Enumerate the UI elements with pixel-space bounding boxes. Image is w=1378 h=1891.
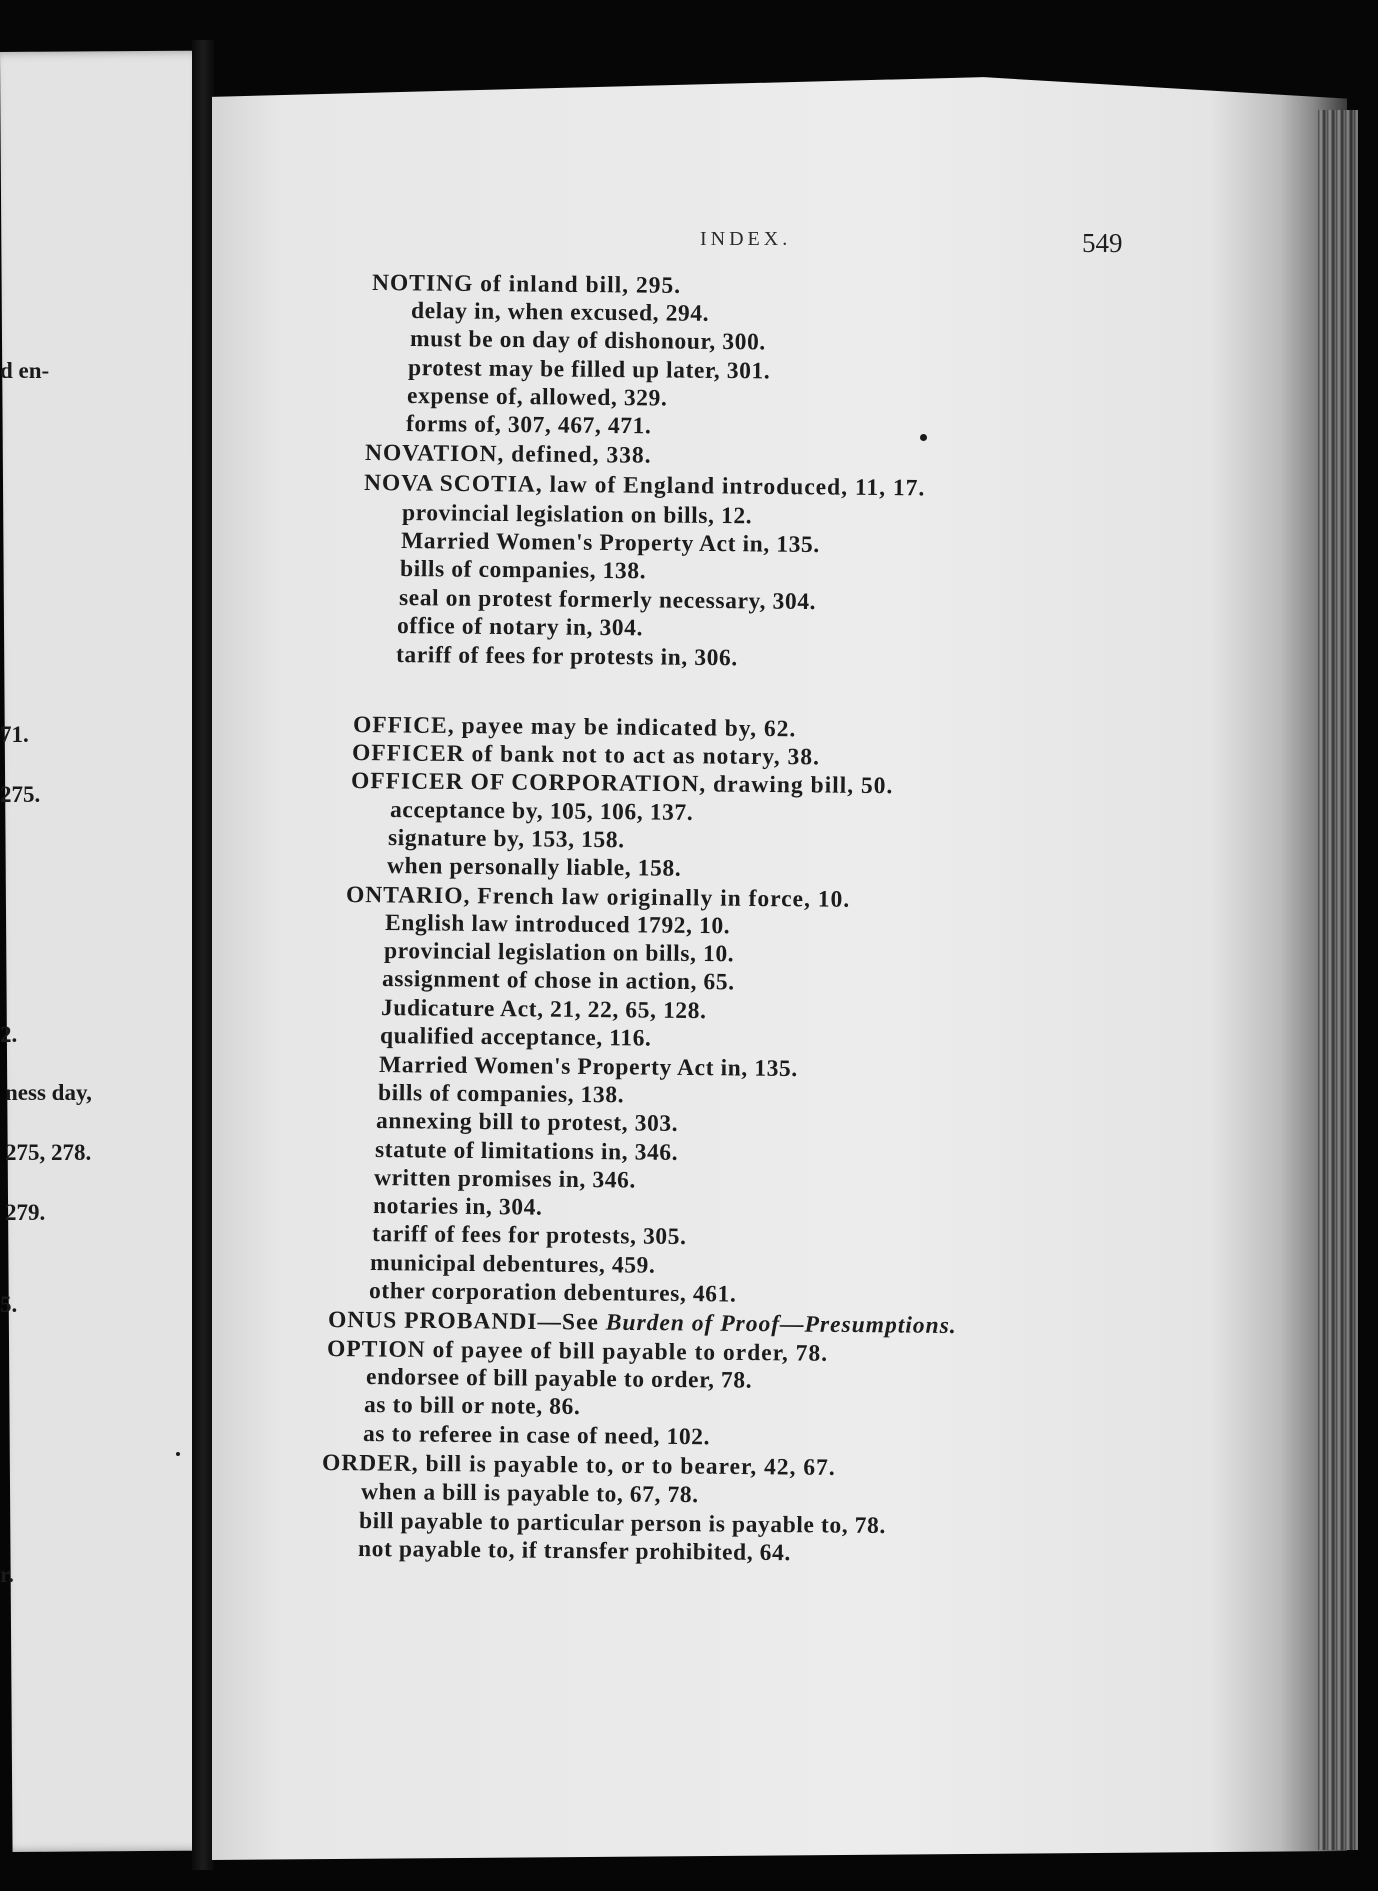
- ink-speck: [176, 1452, 180, 1456]
- entry-text: municipal debentures, 459.: [370, 1250, 656, 1279]
- index-subentry: [374, 1165, 636, 1195]
- entry-text: delay in, when excused, 294.: [410, 298, 710, 327]
- index-heading: [327, 1336, 828, 1368]
- entry-text: OFFICE, payee may be indicated by, 62.: [353, 712, 797, 743]
- entry-text: ONUS PROBANDI—See: [327, 1307, 606, 1336]
- entry-text: must be on day of dishonour, 300.: [409, 326, 766, 356]
- index-subentry: [363, 1421, 710, 1451]
- entry-text: bills of companies, 138.: [377, 1080, 624, 1109]
- index-subentry: [379, 1052, 798, 1083]
- entry-text: assignment of chose in action, 65.: [382, 966, 736, 996]
- entry-text: Married Women's Property Act in, 135.: [400, 528, 820, 559]
- index-subentry: [397, 613, 643, 642]
- index-subentry: [398, 585, 815, 616]
- index-subentry: [387, 853, 682, 883]
- left-page-line: 275.: [0, 782, 41, 807]
- entry-text: provincial legislation on bills, 12.: [402, 500, 753, 530]
- entry-text: endorsee of bill payable to order, 78.: [365, 1364, 752, 1394]
- entry-text: ORDER, bill is payable to, or to bearer, 42, 67.: [321, 1450, 836, 1481]
- entry-text: statute of limitations in, 346.: [375, 1137, 679, 1166]
- index-heading: [352, 740, 820, 771]
- entry-text: NOTING of inland bill, 295.: [371, 270, 682, 299]
- index-heading: [353, 712, 797, 743]
- index-subentry: [359, 1508, 886, 1540]
- left-page-line: 5.: [0, 1292, 18, 1317]
- index-subentry: [407, 383, 668, 412]
- left-page-line: 71.: [0, 722, 29, 747]
- index-heading: [328, 1307, 957, 1340]
- index-subentry: [388, 825, 625, 854]
- index-subentry: [389, 797, 693, 827]
- entry-text: annexing bill to protest, 303.: [376, 1108, 679, 1137]
- entry-text: provincial legislation on bills, 10.: [383, 938, 734, 968]
- entry-text: OFFICER OF CORPORATION, drawing bill, 50.: [350, 768, 894, 800]
- index-heading: [322, 1450, 836, 1482]
- index-subentry: [382, 966, 735, 996]
- entry-text: signature by, 153, 158.: [388, 825, 626, 854]
- index-subentry: [381, 995, 707, 1025]
- entry-text: bills of companies, 138.: [399, 556, 647, 585]
- entry-text: not payable to, if transfer prohibited, 64.: [358, 1536, 792, 1567]
- index-subentry: [385, 910, 730, 940]
- index-subentry: [408, 355, 771, 385]
- entry-text: OFFICER of bank not to act as notary, 38.: [351, 740, 821, 771]
- page-number: 549: [1082, 228, 1123, 258]
- entry-text: bill payable to particular person is payable to, 78.: [359, 1508, 887, 1540]
- entry-text: office of notary in, 304.: [397, 613, 644, 642]
- entry-text: OPTION of payee of bill payable to order, 78.: [326, 1336, 828, 1367]
- entry-text: forms of, 307, 467, 471.: [405, 411, 652, 440]
- entry-text: English law introduced 1792, 10.: [384, 910, 731, 940]
- entry-text: other corporation debentures, 461.: [369, 1278, 737, 1308]
- index-subentry: [380, 1023, 652, 1053]
- index-subentry: [409, 326, 765, 356]
- entry-text: when a bill is payable to, 67, 78.: [360, 1479, 699, 1509]
- left-page-line: 2.: [0, 1022, 18, 1047]
- entry-text: as to referee in case of need, 102.: [362, 1421, 711, 1451]
- index-subentry: [371, 1221, 686, 1251]
- entry-text: Judicature Act, 21, 22, 65, 128.: [381, 995, 707, 1025]
- entry-text: NOVATION, defined, 338.: [364, 440, 652, 469]
- index-subentry: [358, 1536, 791, 1567]
- index-subentry: [370, 1250, 656, 1280]
- left-page-line: ness day,: [5, 1080, 92, 1105]
- entry-text: Married Women's Property Act in, 135.: [378, 1052, 798, 1083]
- index-heading: [346, 882, 850, 914]
- index-subentry: [376, 1108, 678, 1138]
- entry-text: ONTARIO, French law originally in force, 10.: [345, 882, 851, 913]
- cross-reference: Burden of Proof—Presumptions.: [605, 1309, 957, 1340]
- index-heading: [372, 270, 681, 300]
- entry-text: tariff of fees for protests in, 306.: [396, 642, 739, 672]
- index-subentry: [364, 1392, 581, 1421]
- entry-text: as to bill or note, 86.: [364, 1392, 581, 1421]
- running-title: INDEX.: [700, 228, 792, 250]
- entry-text: tariff of fees for protests, 305.: [371, 1221, 687, 1251]
- entry-text: NOVA SCOTIA, law of England introduced, 11, 17.: [363, 470, 925, 502]
- entry-text: notaries in, 304.: [372, 1193, 543, 1221]
- ink-speck: [920, 434, 927, 441]
- index-subentry: [411, 298, 709, 328]
- entry-text: protest may be filled up later, 301.: [408, 355, 771, 385]
- index-subentry: [383, 938, 733, 968]
- left-page-line: 275, 278.: [5, 1140, 92, 1165]
- index-heading: [363, 470, 925, 502]
- entry-text: acceptance by, 105, 106, 137.: [389, 797, 694, 826]
- index-subentry: [396, 642, 738, 672]
- left-page-line: d en-: [0, 358, 50, 383]
- index-subentry: [360, 1479, 698, 1509]
- index-subentry: [406, 411, 652, 440]
- index-subentry: [365, 1364, 751, 1395]
- entry-text: seal on protest formerly necessary, 304.: [398, 585, 816, 616]
- entry-text: written promises in, 346.: [373, 1165, 637, 1194]
- entry-text: when personally liable, 158.: [387, 853, 682, 882]
- entry-text: expense of, allowed, 329.: [407, 383, 668, 412]
- index-heading: [365, 440, 652, 470]
- index-subentry: [373, 1193, 543, 1222]
- left-page-line: r.: [0, 1562, 14, 1587]
- index-subentry: [400, 556, 646, 585]
- index-subentry: [375, 1137, 678, 1167]
- index-subentry: [377, 1080, 623, 1109]
- left-page-line: 279.: [5, 1200, 46, 1225]
- index-subentry: [369, 1278, 737, 1309]
- entry-text: qualified acceptance, 116.: [379, 1023, 652, 1052]
- index-subentry: [402, 500, 752, 530]
- index-subentry: [401, 528, 820, 559]
- index-heading: [351, 768, 894, 800]
